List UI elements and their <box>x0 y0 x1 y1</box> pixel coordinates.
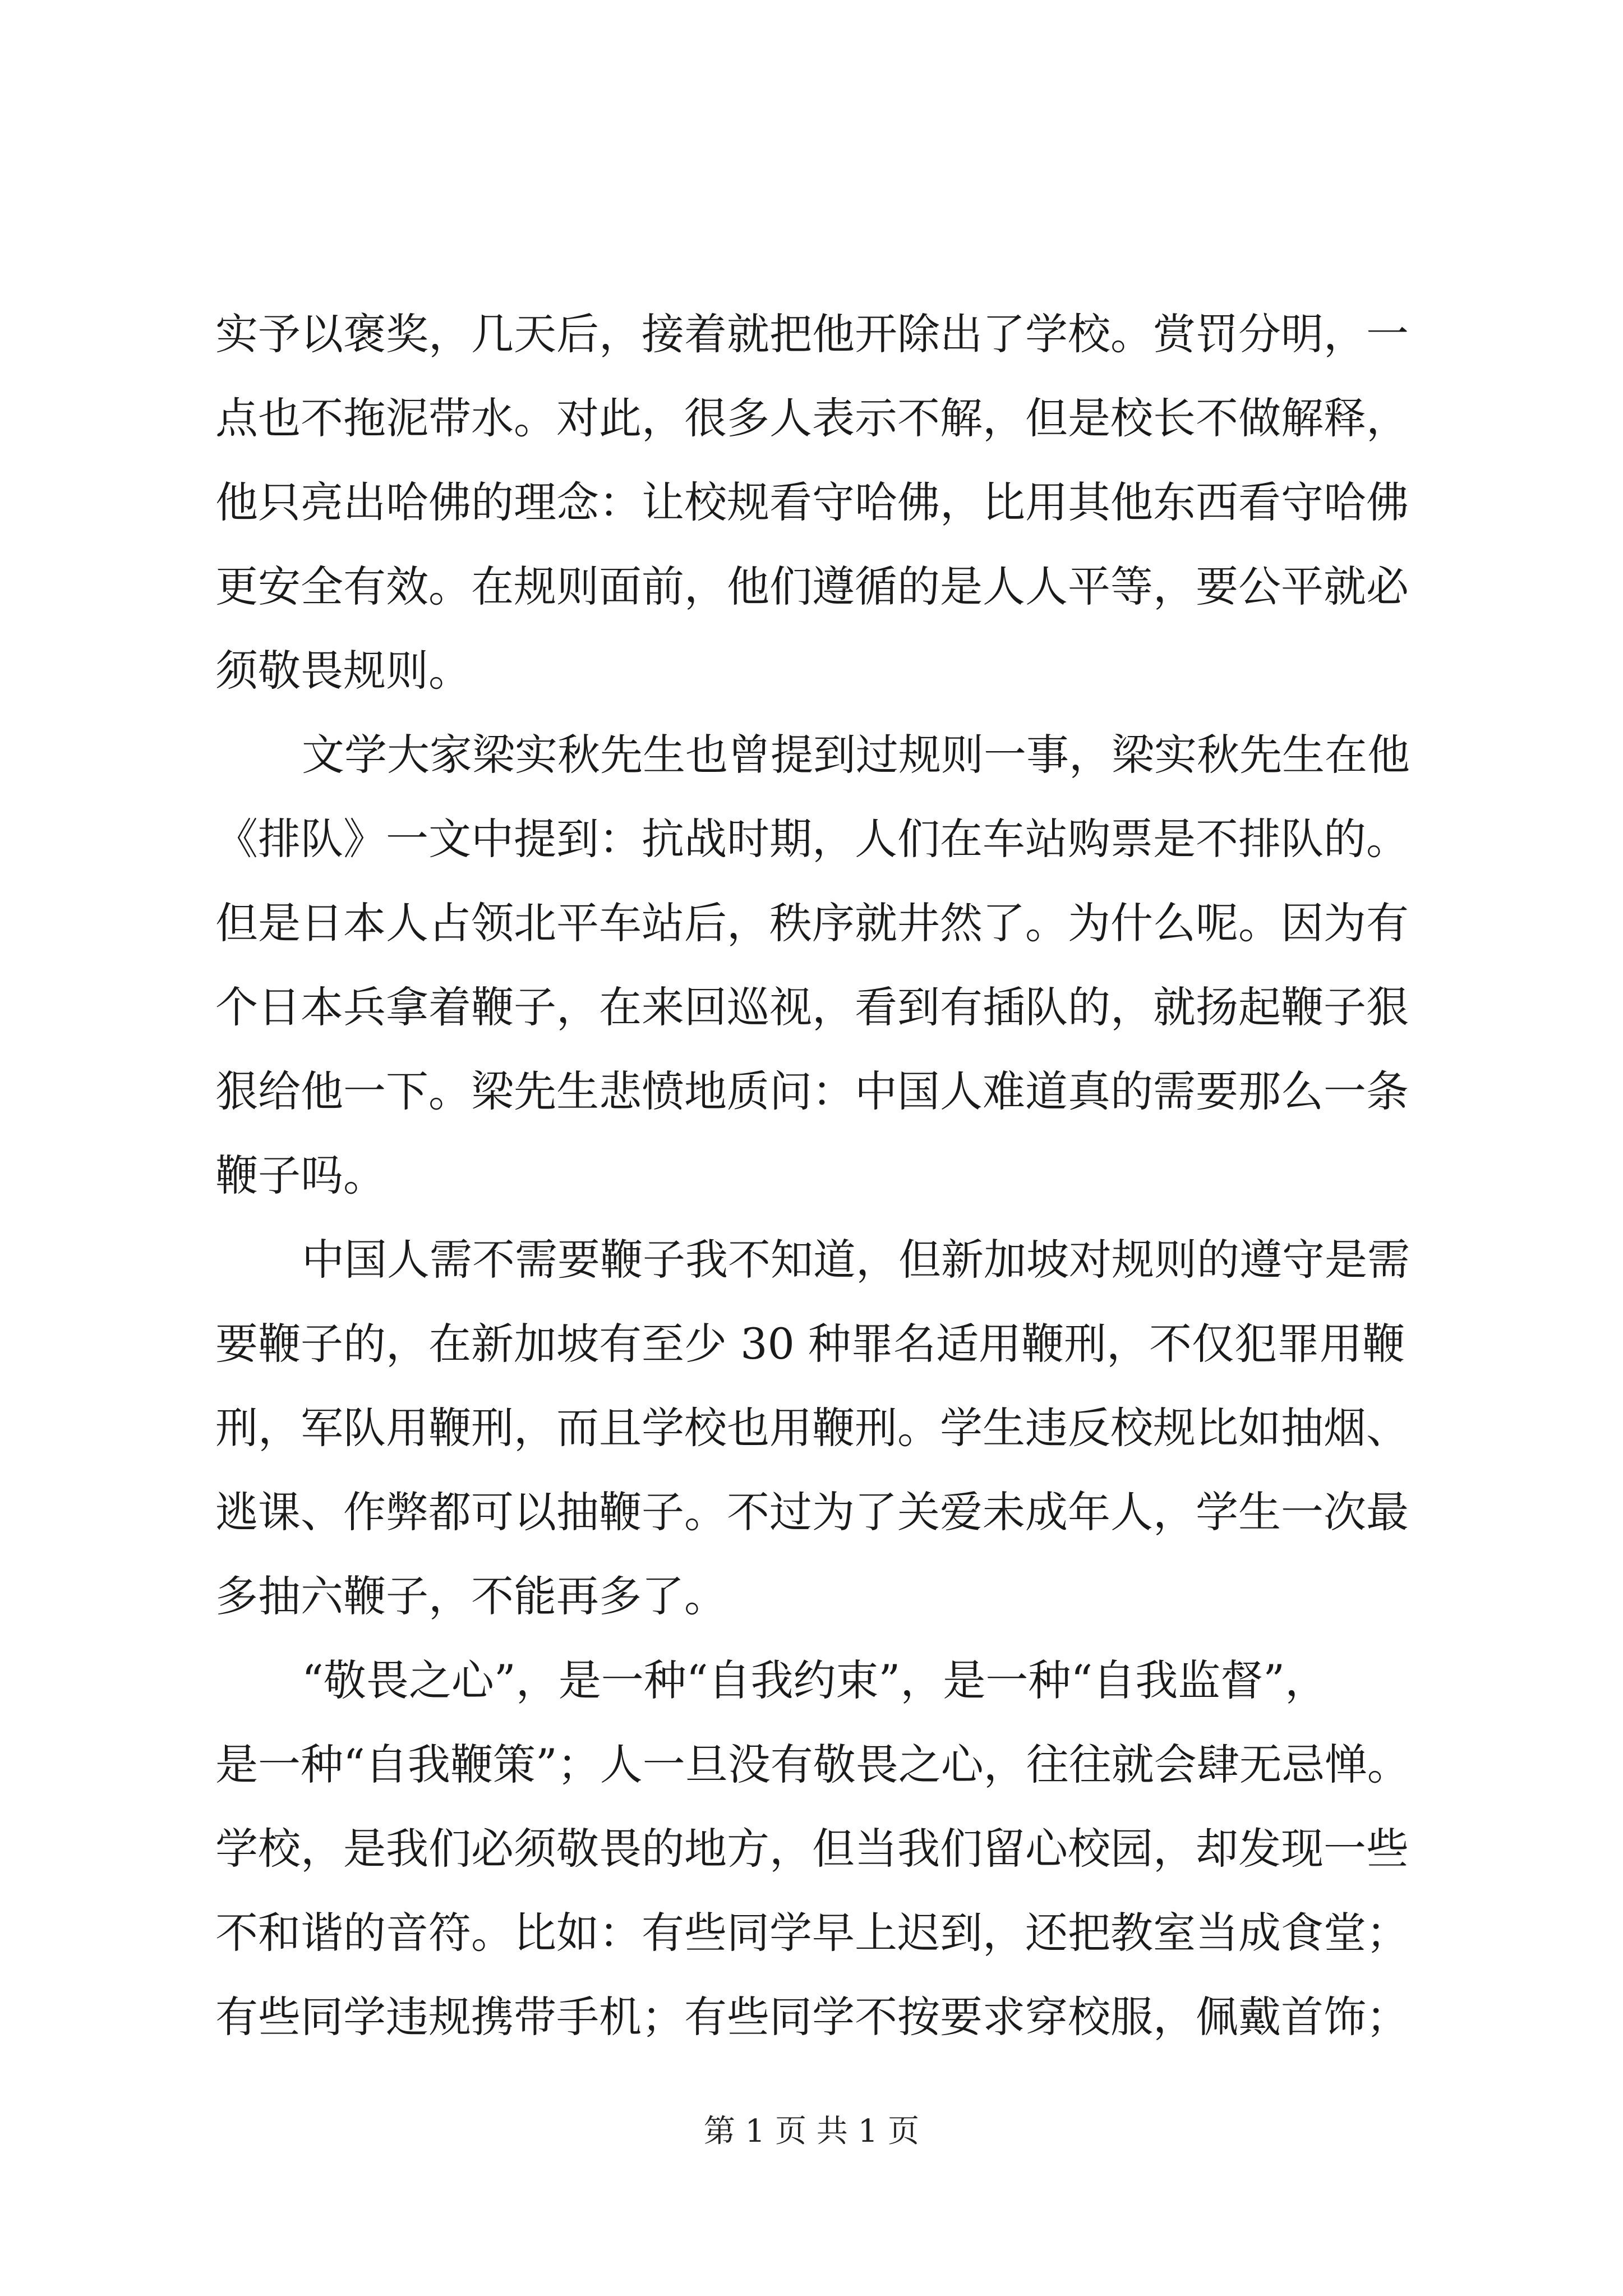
text-line: 须敬畏规则。 <box>215 646 471 696</box>
text-line: 不和谐的音符。比如：有些同学早上迟到，还把教室当成食堂； <box>215 1908 1409 1958</box>
paragraph-first-line: 中国人需不需要鞭子我不知道，但新加坡对规则的遵守是需 <box>302 1235 1410 1285</box>
text-line: 学校，是我们必须敬畏的地方，但当我们留心校园，却发现一些 <box>215 1824 1409 1874</box>
text-line: 要鞭子的，在新加坡有至少 30 种罪名适用鞭刑，不仅犯罪用鞭 <box>215 1319 1405 1369</box>
text-line: 狠给他一下。梁先生悲愤地质问：中国人难道真的需要那么一条 <box>215 1066 1409 1116</box>
page-footer: 第 1 页 共 1 页 <box>703 2113 920 2150</box>
text-line: 但是日本人占领北平车站后，秩序就井然了。为什么呢。因为有 <box>215 898 1409 948</box>
text-line: 点也不拖泥带水。对此，很多人表示不解，但是校长不做解释， <box>215 393 1409 443</box>
text-line: 个日本兵拿着鞭子，在来回巡视，看到有插队的，就扬起鞭子狠 <box>215 982 1409 1032</box>
text-line: 《排队》一文中提到：抗战时期，人们在车站购票是不排队的。 <box>215 814 1409 864</box>
text-line: 更安全有效。在规则面前，他们遵循的是人人平等，要公平就必 <box>215 562 1409 611</box>
paragraph-first-line: “敬畏之心”，是一种“自我约束”，是一种“自我监督”， <box>302 1655 1328 1705</box>
text-line: 有些同学违规携带手机；有些同学不按要求穿校服，佩戴首饰； <box>215 1992 1409 2042</box>
text-line: 刑，军队用鞭刑，而且学校也用鞭刑。学生违反校规比如抽烟、 <box>215 1403 1409 1453</box>
text-line: 多抽六鞭子，不能再多了。 <box>215 1571 727 1621</box>
paragraph-first-line: 文学大家梁实秋先生也曾提到过规则一事，梁实秋先生在他 <box>302 730 1410 780</box>
text-line: 实予以褒奖，几天后，接着就把他开除出了学校。赏罚分明，一 <box>215 309 1409 359</box>
text-line: 逃课、作弊都可以抽鞭子。不过为了关爱未成年人，学生一次最 <box>215 1487 1409 1537</box>
text-line: 他只亮出哈佛的理念：让校规看守哈佛，比用其他东西看守哈佛 <box>215 477 1409 527</box>
text-line: 是一种“自我鞭策”；人一旦没有敬畏之心，往往就会肆无忌惮。 <box>215 1740 1410 1789</box>
text-line: 鞭子吗。 <box>215 1151 386 1200</box>
